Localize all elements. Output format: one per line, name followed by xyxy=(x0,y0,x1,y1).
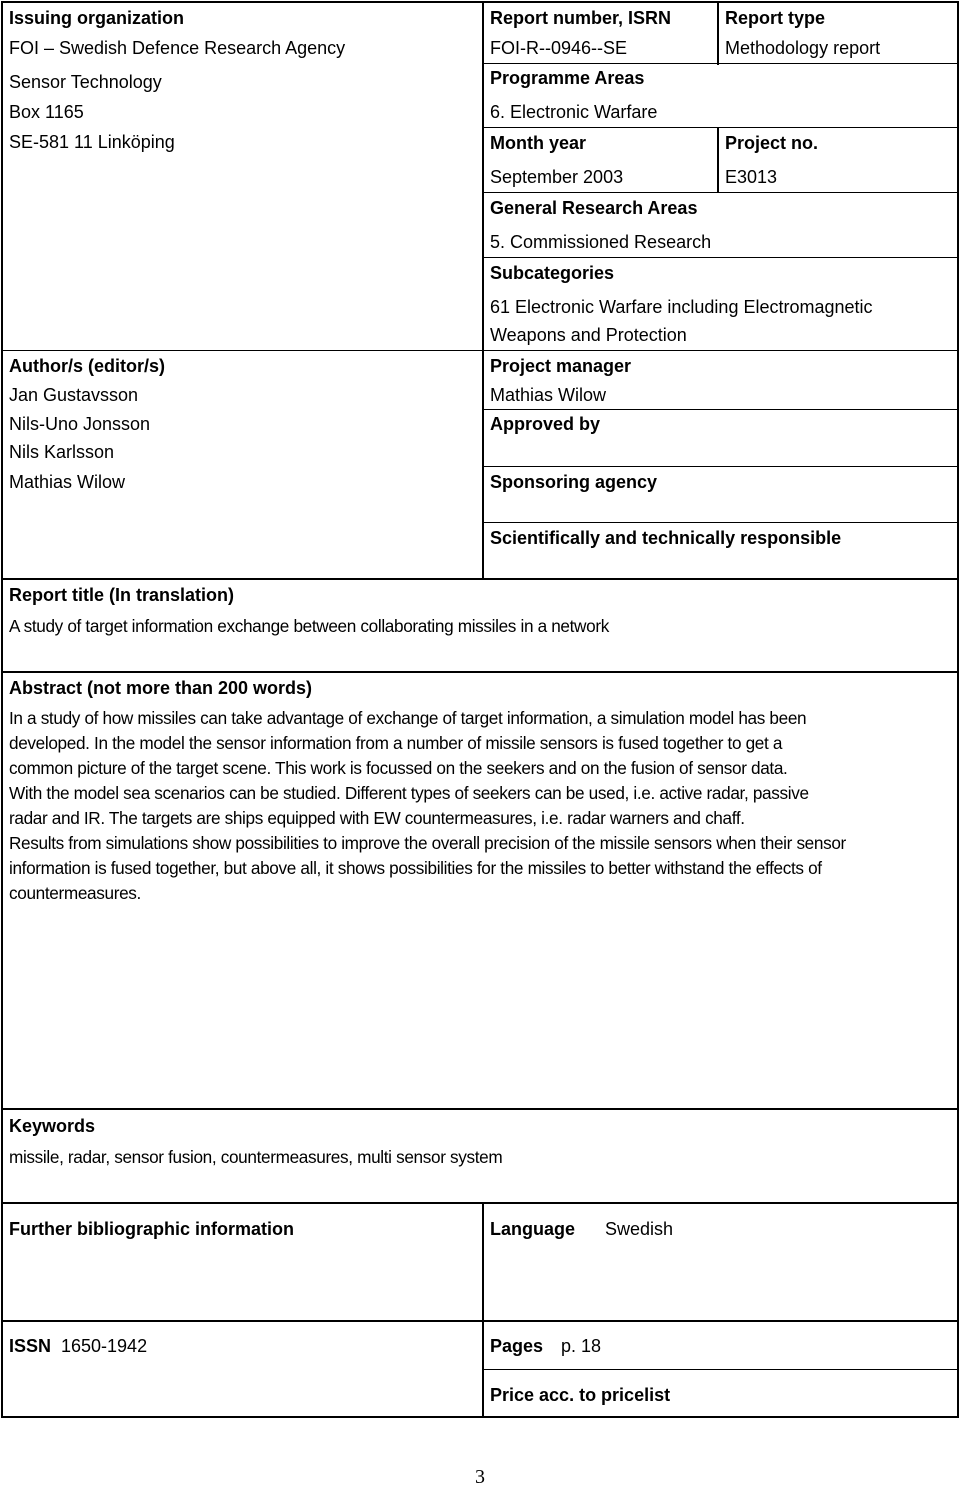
hline-general xyxy=(482,257,959,258)
programme-areas-value: 6. Electronic Warfare xyxy=(490,102,658,122)
pages-label: Pages xyxy=(490,1336,544,1356)
month-year-value: September 2003 xyxy=(490,167,624,187)
hline-sponsor xyxy=(482,522,959,523)
sci-responsible-label: Scientifically and technically responsible xyxy=(490,528,842,548)
keywords-label: Keywords xyxy=(9,1116,96,1136)
abstract-label: Abstract (not more than 200 words) xyxy=(9,678,313,698)
general-research-value: 5. Commissioned Research xyxy=(490,232,712,252)
author-name: Jan Gustavsson xyxy=(9,385,139,405)
author-name: Nils Karlsson xyxy=(9,442,115,462)
hline-month xyxy=(482,192,959,193)
border-right xyxy=(957,1,959,1418)
issuing-org-line: Sensor Technology xyxy=(9,72,162,92)
hline-approved xyxy=(482,466,959,467)
abstract-line: common picture of the target scene. This work is focussed on the seekers and on the fusion of sensor data. xyxy=(9,758,788,778)
project-no-value: E3013 xyxy=(725,167,778,187)
author-name: Nils-Uno Jonsson xyxy=(9,414,151,434)
language-value: Swedish xyxy=(605,1219,674,1239)
abstract-line: developed. In the model the sensor information from a number of missile sensors is fused together to get a xyxy=(9,733,783,753)
page-number: 3 xyxy=(475,1466,485,1488)
abstract-line: Results from simulations show possibilities to improve the overall precision of the missile sensors when their sensor xyxy=(9,833,846,853)
abstract-line: countermeasures. xyxy=(9,883,141,903)
report-number-value: FOI-R--0946--SE xyxy=(490,38,628,58)
programme-areas-label: Programme Areas xyxy=(490,68,645,88)
border-bottom xyxy=(1,1416,959,1418)
report-number-label: Report number, ISRN xyxy=(490,8,672,28)
project-manager-value: Mathias Wilow xyxy=(490,385,607,405)
hline-programme xyxy=(482,127,959,128)
authors-label: Author/s (editor/s) xyxy=(9,356,165,376)
subcategories-line: 61 Electronic Warfare including Electromagnetic xyxy=(490,297,873,317)
sponsoring-agency-label: Sponsoring agency xyxy=(490,472,658,492)
issuing-org-label: Issuing organization xyxy=(9,8,185,28)
hline-abstract xyxy=(1,671,959,673)
issn-label: ISSN xyxy=(9,1336,52,1356)
issuing-org-line: Box 1165 xyxy=(9,102,84,122)
subcategories-label: Subcategories xyxy=(490,263,615,283)
hline-report-number xyxy=(482,63,959,64)
general-research-label: General Research Areas xyxy=(490,198,698,218)
hline-issn xyxy=(1,1320,959,1322)
approved-by-label: Approved by xyxy=(490,414,601,434)
keywords-value: missile, radar, sensor fusion, countermeasures, multi sensor system xyxy=(9,1147,503,1167)
hline-keywords xyxy=(1,1108,959,1110)
report-title-label: Report title (In translation) xyxy=(9,585,234,605)
project-manager-label: Project manager xyxy=(490,356,632,376)
language-label: Language xyxy=(490,1219,576,1239)
report-type-value: Methodology report xyxy=(725,38,881,58)
divider-col-main xyxy=(482,1,484,579)
divider-col-lang xyxy=(482,1202,484,1321)
abstract-line: radar and IR. The targets are ships equipped with EW countermeasures, i.e. radar warners and chaff. xyxy=(9,808,745,828)
project-no-label: Project no. xyxy=(725,133,819,153)
abstract-line: In a study of how missiles can take advantage of exchange of target information, a simulation model has been xyxy=(9,708,807,728)
author-name: Mathias Wilow xyxy=(9,472,126,492)
issn-value: 1650-1942 xyxy=(61,1336,148,1356)
further-bib-label: Further bibliographic information xyxy=(9,1219,294,1239)
month-year-label: Month year xyxy=(490,133,587,153)
report-type-label: Report type xyxy=(725,8,826,28)
border-top xyxy=(1,1,959,3)
price-label: Price acc. to pricelist xyxy=(490,1385,671,1405)
hline-further xyxy=(1,1202,959,1204)
issuing-org-line: FOI – Swedish Defence Research Agency xyxy=(9,38,346,58)
divider-col-type xyxy=(717,1,719,65)
subcategories-line: Weapons and Protection xyxy=(490,325,687,345)
abstract-line: With the model sea scenarios can be studied. Different types of seekers can be used, i.e. active radar, passive xyxy=(9,783,809,803)
hline-pages xyxy=(482,1369,959,1370)
hline-title xyxy=(1,578,959,580)
report-title-value: A study of target information exchange between collaborating missiles in a network xyxy=(9,616,609,636)
divider-col-project xyxy=(717,127,719,193)
hline-author xyxy=(1,350,483,351)
hline-subcat xyxy=(482,350,959,351)
border-left xyxy=(1,1,3,1418)
pages-value: p. 18 xyxy=(561,1336,602,1356)
abstract-text xyxy=(9,706,944,906)
hline-pm xyxy=(482,409,959,410)
issuing-org-line: SE-581 11 Linköping xyxy=(9,132,175,152)
abstract-line: information is fused together, but above all, it shows possibilities for the missiles to better withstand the effects of xyxy=(9,858,822,878)
